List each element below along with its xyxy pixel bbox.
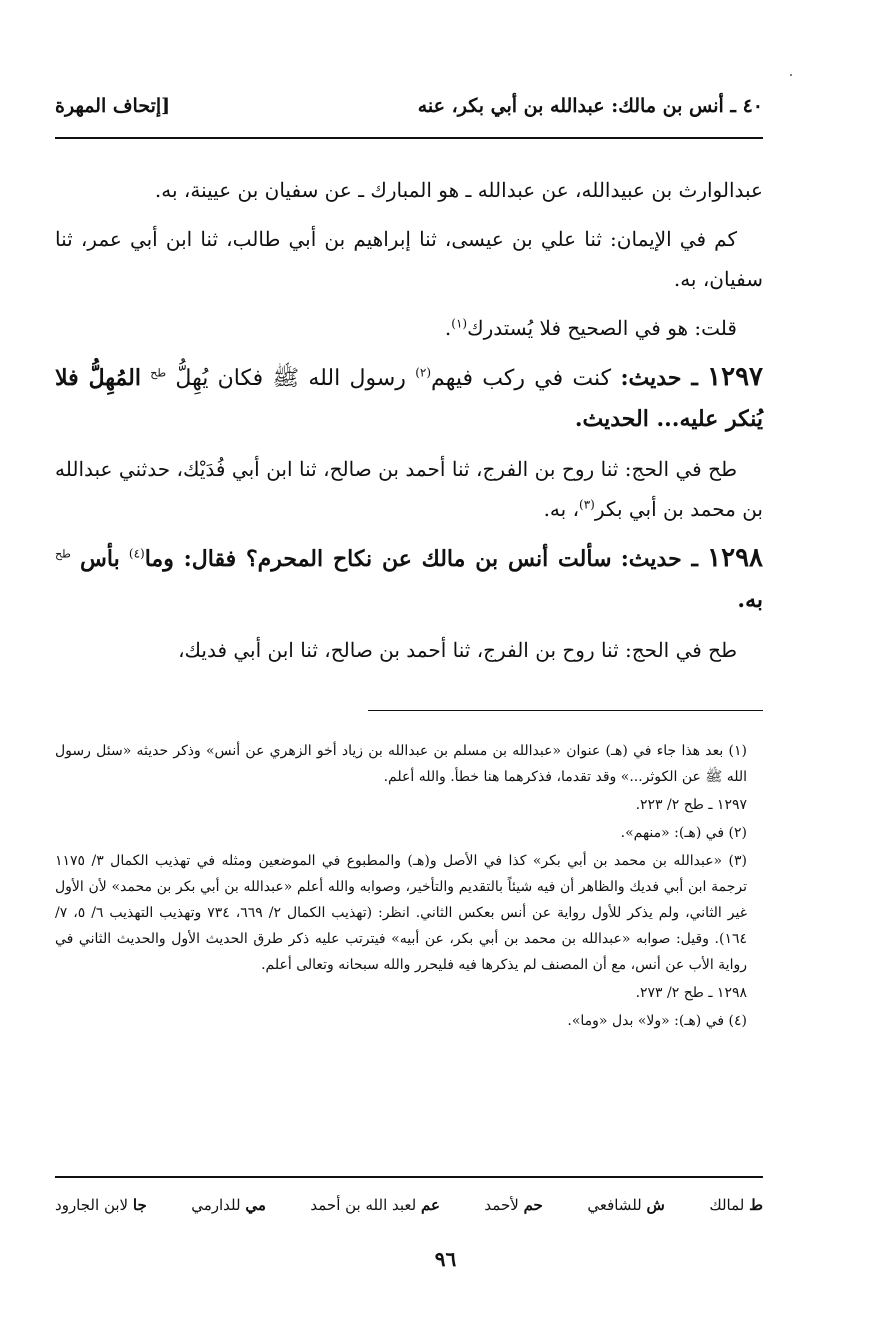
footnotes — [55, 738, 763, 1036]
footnote-ref-4: (٤) — [128, 546, 145, 561]
sigla-legend — [55, 1196, 763, 1214]
sigla-item: حم لأحمد — [484, 1196, 543, 1214]
chapter-title: ٤٠ ـ أنس بن مالك: عبدالله بن أبي بكر، عنه — [417, 95, 763, 117]
footnote-3: (٣) «عبدالله بن محمد بن أبي بكر» كذا في الأصل و(هـ) والمطبوع في الموضعين ومثله في تهذيب الكمال ٣/ ١١٧٥ ترجمة ابن أبي فديك والظاهر أن فيه شيئاً بالتقديم والتأخير، وصوابه والله أعلم «عبدالله بن أبي بكر بن محمد» لأن الأول غير الثاني، ولم يذكر للأول رواية عن أنس بعكس الثاني. انظر: (تهذيب الكمال ٢/ ٦٦٩، ٧٣٤ وتهذيب التهذيب ٦/ ٥، ٧/ ١٦٤). وقيل: صوابه «عبدالله بن محمد بن أبي بكر، عن أبيه» فيترتب عليه ذكر طرق الحديث الأول والحديث الثاني في رواية الأب عن أنس، مع أن المصنف لم يذكرها فيه فليحرر والله سبحانه وتعالى أعلم. — [55, 853, 748, 973]
scan-speck — [790, 74, 792, 76]
hadith-number: ١٢٩٧ — [707, 362, 763, 392]
footnote-2: (٢) في (هـ): «منهم». — [620, 825, 747, 841]
sigla-item: ط لمالك — [709, 1196, 763, 1214]
paragraph-hajj-1: طح في الحج: ثنا روح بن الفرج، ثنا أحمد بن صالح، ثنا ابن أبي فُدَيْك، حدثني عبدالله بن محمد بن أبي بكر$^{(٣)}$، به. — [55, 457, 763, 521]
footnote-4: (٤) في (هـ): «ولا» بدل «وما». — [567, 1013, 747, 1029]
paragraph-iman: كم في الإيمان: ثنا علي بن عيسى، ثنا إبراهيم بن أبي طالب، ثنا ابن أبي عمر، ثنا سفيان، به. — [55, 227, 763, 291]
paragraph-chain: عبدالوارث بن عبيدالله، عن عبدالله ـ هو المبارك ـ عن سفيان بن عيينة، به. — [154, 178, 763, 202]
hadith-number: ١٢٩٨ — [707, 543, 763, 573]
sigla-item: مي للدارمي — [191, 1196, 266, 1214]
footnote-ref-1: (١) — [451, 316, 468, 331]
footnote-separator — [368, 710, 763, 711]
paragraph-hajj-2: طح في الحج: ثنا روح بن الفرج، ثنا أحمد بن صالح، ثنا ابن أبي فديك، — [178, 638, 737, 662]
running-header — [55, 86, 763, 126]
header-rule — [55, 137, 763, 139]
source-mark: طح — [55, 547, 71, 561]
main-text — [55, 170, 763, 679]
footnote-ref-2: (٢) — [415, 365, 432, 380]
book-title: [إتحاف المهرة — [55, 95, 171, 117]
sigla-item: عم لعبد الله بن أحمد — [310, 1196, 440, 1214]
footnote-ref-3: (٣) — [579, 497, 595, 512]
footnote-ref-line: ١٢٩٧ ـ طح ٢/ ٢٢٣. — [635, 797, 747, 813]
hadith-1298: ١٢٩٨ ـ حديث: سألت أنس بن مالك عن نكاح المحرم؟ فقال: وما$^{(٤)}$ بأس $^{طح}$ به. — [55, 543, 763, 613]
hadith-1297: ١٢٩٧ ـ حديث: كنت في ركب فيهم$^{(٢)}$ رسول الله ﷺ فكان يُهِلُّ $^{طح}$ المُهِلُّ فلا يُنكر عليه... الحديث. — [55, 362, 763, 432]
footnote-ref-line: ١٢٩٨ ـ طح ٢/ ٢٧٣. — [635, 985, 747, 1001]
sigla-rule — [55, 1176, 763, 1178]
source-mark: طح — [150, 366, 167, 380]
footnote-1: (١) بعد هذا جاء في (هـ) عنوان «عبدالله بن مسلم بن عبدالله بن زياد أخو الزهري عن أنس» وذكر حديثه «سئل رسول الله ﷺ عن الكوثر...» وقد تقدما، فذكرهما هنا خطأ. والله أعلم. — [55, 743, 747, 785]
sigla-item: ش للشافعي — [587, 1196, 665, 1214]
paragraph-comment: قلت: هو في الصحيح فلا يُستدرك$^{(١)}$. — [444, 316, 737, 340]
sigla-item: جا لابن الجارود — [55, 1196, 147, 1214]
page-number: ٩٦ — [434, 1247, 457, 1271]
